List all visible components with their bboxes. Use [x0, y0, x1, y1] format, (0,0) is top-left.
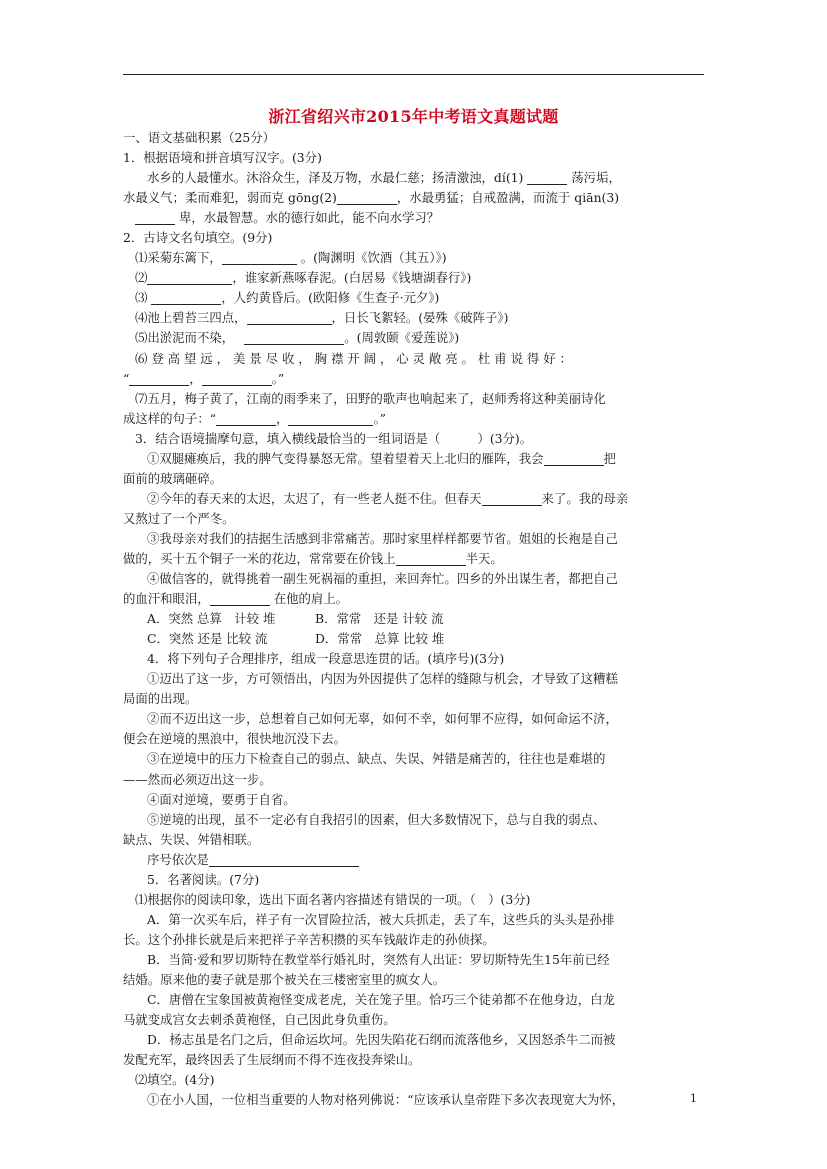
choice-c: 马就变成宫女去刺杀黄袍怪，自己因此身负重伤。: [123, 1012, 396, 1028]
choice-d: D．杨志虽是名门之后，但命运坎坷。先因失陷花石纲而流落他乡，又因怒杀牛二而被: [147, 1032, 616, 1048]
sentence-item: ⑤逆境的出现，虽不一定必有自我招引的因素，但大多数情况下，总与自我的弱点、: [147, 811, 606, 827]
answer-blank[interactable]: [288, 411, 373, 426]
answer-blank[interactable]: [396, 551, 466, 566]
question-1-heading: 1．根据语境和拼音填写汉字。(3分): [123, 150, 322, 166]
answer-blank[interactable]: [210, 591, 270, 606]
answer-blank[interactable]: [151, 290, 221, 305]
page-title: 浙江省绍兴市2015年中考语文真题试题: [268, 107, 559, 126]
poem-line: ⑶ ，人约黄昏后。(欧阳修《生查子·元夕》): [135, 290, 440, 306]
sentence-item: ②而不迈出这一步，总想着自己如何无辜，如何不幸，如何罪不应得，如何命运不济，: [147, 711, 618, 727]
answer-blank[interactable]: [337, 190, 397, 205]
question-1-text: 水最义气；柔而难犯，弱而克 gōng(2) ，水最勇猛；自戒盈满，而流于 qiān(3): [123, 190, 620, 206]
option-a[interactable]: A．突然 总算 计较 堆: [147, 611, 276, 627]
section-heading: 一、语文基础积累（25分）: [123, 130, 276, 145]
answer-blank[interactable]: [222, 250, 297, 265]
page-number: 1: [690, 1092, 697, 1105]
question-3-text: ①双腿瘫痪后，我的脾气变得暴怒无常。望着望着天上北归的雁阵，我会 把: [147, 450, 616, 466]
answer-blank[interactable]: [216, 411, 276, 426]
question-1-text: 卑，水最智慧。水的德行如此，能不向水学习？: [123, 208, 704, 228]
document-body: [123, 128, 704, 1110]
poem-line: ⑴采菊东篱下， 。(陶渊明《饮酒（其五）》): [135, 250, 447, 266]
question-1-text: 水乡的人最懂水。沐浴众生，泽及万物，水最仁慈；扬清激浊，dí(1) 荡污垢，: [147, 170, 621, 186]
choice-a: A．第一次买车后，祥子有一次冒险拉活，被大兵抓走，丢了车，这些兵的头头是孙排: [147, 911, 615, 927]
answer-blank[interactable]: [544, 451, 604, 466]
question-3-text: 面前的玻璃砸碎。: [123, 470, 223, 486]
answer-blank[interactable]: [209, 852, 359, 867]
poem-line: ⑵ ，谁家新燕啄春泥。(白居易《钱塘湖春行》): [135, 270, 472, 286]
answer-blank[interactable]: [482, 491, 542, 506]
option-c[interactable]: C．突然 还是 比较 流: [147, 631, 268, 647]
sub-question-heading: ⑴根据你的阅读印象，选出下面名著内容描述有错误的一项。（ ）(3分): [135, 891, 531, 907]
question-3-text: 做的，买十五个铜子一米的花边，常常要在价钱上 半天。: [123, 550, 503, 566]
choice-b: 结婚。原来他的妻子就是那个被关在三楼密室里的疯女人。: [123, 971, 446, 987]
sentence-item: 便会在逆境的黑浪中，很快地沉没下去。: [123, 731, 347, 747]
question-5-heading: 5．名著阅读。(7分): [147, 871, 260, 887]
choice-c: C．唐僧在宝象国被黄袍怪变成老虎，关在笼子里。恰巧三个徒弟都不在他身边，白龙: [147, 992, 615, 1008]
sentence-item: ③在逆境中的压力下检查自己的弱点、缺点、失误、舛错是痛苦的，往往也是难堪的: [147, 751, 606, 767]
choice-d: 发配充军，最终因丢了生辰纲而不得不连夜投奔梁山。: [123, 1052, 421, 1068]
answer-blank[interactable]: [247, 310, 332, 325]
answer-blank[interactable]: [202, 371, 272, 386]
question-5-text: ①在小人国，一位相当重要的人物对格列佛说：“应该承认皇帝陛下多次表现宽大为怀，: [147, 1092, 625, 1108]
question-4-heading: 4．将下列句子合理排序，组成一段意思连贯的话。(填序号)(3分): [147, 651, 505, 667]
question-3-text: ②今年的春天来的太迟，太迟了，有一些老人挺不住。但春天 来了。我的母亲: [147, 490, 629, 506]
question-3-text: 又熬过了一个严冬。: [123, 510, 235, 526]
question-3-text: 的血汗和眼泪， 在他的肩上。: [123, 591, 349, 607]
options-row: [123, 629, 704, 649]
option-d[interactable]: D．常常 总算 比较 堆: [315, 631, 445, 647]
answer-blank[interactable]: [527, 170, 567, 185]
question-2-heading: 2．古诗文名句填空。(9分): [123, 230, 273, 246]
sentence-item: ①迈出了这一步，方可领悟出，内因为外因提供了怎样的缝隙与机会，才导致了这糟糕: [147, 671, 618, 687]
answer-blank[interactable]: [135, 210, 175, 225]
question-3-text: ④做信客的，就得挑着一副生死祸福的重担，来回奔忙。四乡的外出谋生者，都把自己: [147, 571, 618, 587]
answer-blank[interactable]: [129, 371, 189, 386]
poem-line: 成这样的句子：“ ， 。”: [123, 410, 386, 426]
header-rule: [123, 74, 704, 75]
poem-line: ⑷池上碧苔三四点， ，日长飞絮轻。(晏殊《破阵子》): [135, 310, 509, 326]
choice-b: B．当简·爱和罗切斯特在教堂举行婚礼时，突然有人出证：罗切斯特先生15年前已经: [147, 951, 610, 967]
option-b[interactable]: B．常常 还是 计较 流: [315, 611, 444, 627]
poem-line: ⑸出淤泥而不染， 。(周敦颐《爱莲说》): [135, 330, 460, 346]
sentence-item: 局面的出现。: [123, 691, 198, 707]
question-3-text: ③我母亲对我们的拮据生活感到非常痛苦。那时家里样样都要节省。姐姐的长袍是自己: [147, 530, 618, 546]
poem-line: ⑺五月，梅子黄了，江南的雨季来了，田野的歌声也响起来了，赵师秀将这种美丽诗化: [135, 390, 606, 406]
sentence-item: ——然而必须迈出这一步。: [123, 771, 272, 787]
choice-a: 长。这个孙排长就是后来把祥子辛苦积攒的买车钱敲诈走的孙侦探。: [123, 931, 495, 947]
poem-line: “ ， 。”: [123, 370, 285, 386]
question-3-heading: 3．结合语境揣摩句意，填入横线最恰当的一组词语是（ ）(3分)。: [135, 430, 533, 446]
sub-question-heading: ⑵填空。(4分): [135, 1072, 215, 1088]
answer-blank[interactable]: [244, 330, 344, 345]
poem-line: ⑹ 登 高 望 远 ， 美 景 尽 收 ， 胸 襟 开 阔 ， 心 灵 敞 亮 。 杜 甫 说 得 好 ：: [135, 350, 572, 366]
order-answer-line: 序号依次是: [123, 850, 704, 870]
sentence-item: ④面对逆境，要勇于自省。: [147, 791, 296, 807]
answer-blank[interactable]: [147, 270, 232, 285]
sentence-item: 缺点、失误、舛错相联。: [123, 831, 260, 847]
options-row: [123, 609, 704, 629]
